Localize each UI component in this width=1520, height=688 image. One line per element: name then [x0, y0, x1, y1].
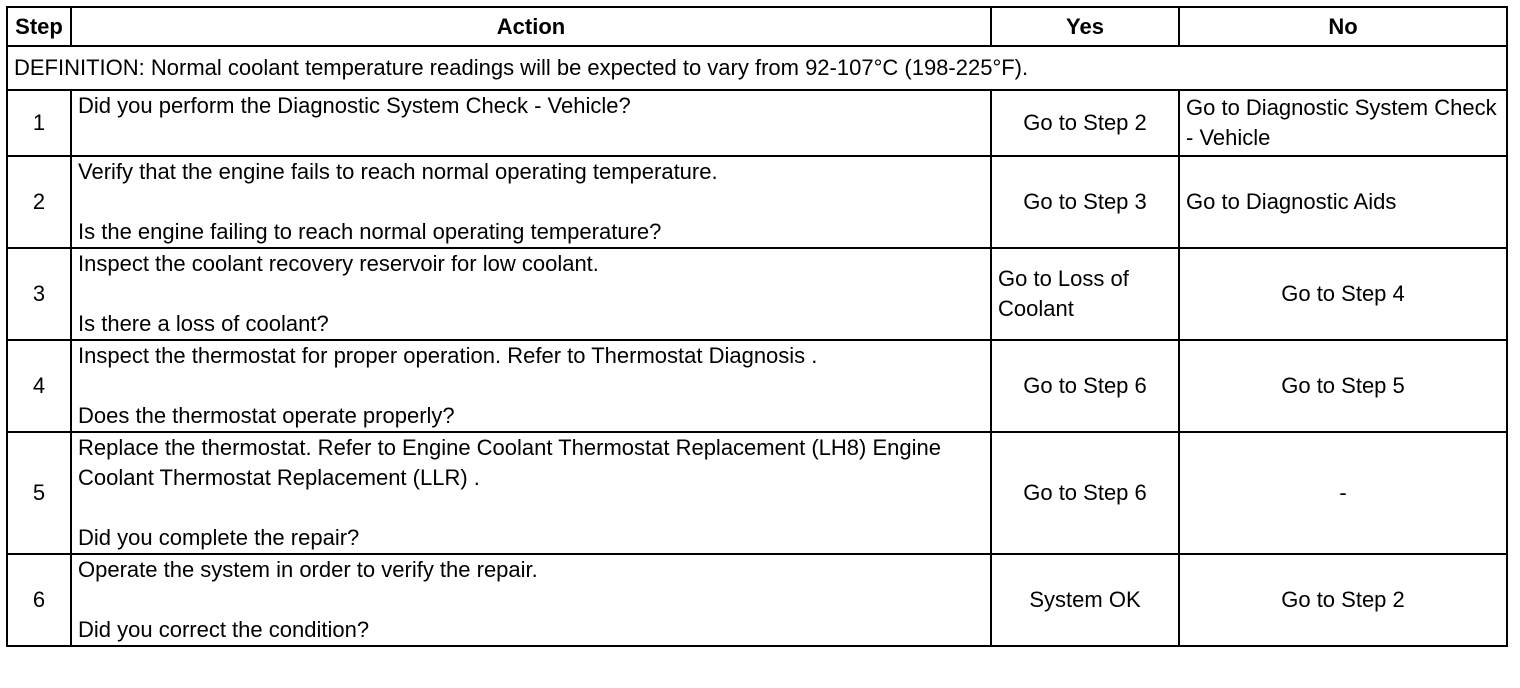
action-cell	[71, 90, 991, 156]
action-cell	[71, 554, 991, 646]
table-row	[7, 340, 1507, 432]
yes-cell: Go to Step 6	[991, 432, 1179, 554]
yes-cell: Go to Step 3	[991, 156, 1179, 248]
table-row	[7, 554, 1507, 646]
header-no: No	[1179, 7, 1507, 46]
no-cell: Go to Step 2	[1179, 554, 1507, 646]
action-instruction: Replace the thermostat. Refer to Engine Coolant Thermostat Replacement (LH8) Engine Coolant Thermostat Replacement (LLR) .	[78, 435, 941, 490]
action-cell	[71, 340, 991, 432]
table-row	[7, 90, 1507, 156]
step-number: 3	[7, 248, 71, 340]
action-cell	[71, 156, 991, 248]
action-cell	[71, 248, 991, 340]
action-question: Is there a loss of coolant?	[78, 311, 329, 336]
action-question: Did you complete the repair?	[78, 525, 360, 550]
no-cell: Go to Diagnostic System Check - Vehicle	[1179, 90, 1507, 156]
step-number: 4	[7, 340, 71, 432]
action-cell	[71, 432, 991, 554]
definition-row	[7, 46, 1507, 90]
step-number: 1	[7, 90, 71, 156]
action-instruction: Operate the system in order to verify the repair.	[78, 557, 538, 582]
yes-cell: Go to Loss of Coolant	[991, 248, 1179, 340]
action-instruction: Inspect the coolant recovery reservoir for low coolant.	[78, 251, 599, 276]
header-step: Step	[7, 7, 71, 46]
header-yes: Yes	[991, 7, 1179, 46]
header-action: Action	[71, 7, 991, 46]
action-instruction: Verify that the engine fails to reach normal operating temperature.	[78, 159, 718, 184]
action-question: Is the engine failing to reach normal operating temperature?	[78, 219, 662, 244]
no-cell: -	[1179, 432, 1507, 554]
table-row	[7, 248, 1507, 340]
action-text: Did you perform the Diagnostic System Check - Vehicle?	[78, 93, 631, 118]
yes-cell: System OK	[991, 554, 1179, 646]
table-row	[7, 432, 1507, 554]
no-cell: Go to Step 5	[1179, 340, 1507, 432]
yes-cell: Go to Step 6	[991, 340, 1179, 432]
diagnostic-table	[6, 6, 1508, 647]
step-number: 6	[7, 554, 71, 646]
action-instruction: Inspect the thermostat for proper operation. Refer to Thermostat Diagnosis .	[78, 343, 818, 368]
action-question: Does the thermostat operate properly?	[78, 403, 455, 428]
step-number: 5	[7, 432, 71, 554]
action-question: Did you correct the condition?	[78, 617, 370, 642]
no-cell: Go to Diagnostic Aids	[1179, 156, 1507, 248]
definition-text: DEFINITION: Normal coolant temperature readings will be expected to vary from 92-107°C (198-225°F).	[7, 46, 1507, 90]
yes-cell: Go to Step 2	[991, 90, 1179, 156]
no-cell: Go to Step 4	[1179, 248, 1507, 340]
step-number: 2	[7, 156, 71, 248]
header-row	[7, 7, 1507, 46]
table-row	[7, 156, 1507, 248]
